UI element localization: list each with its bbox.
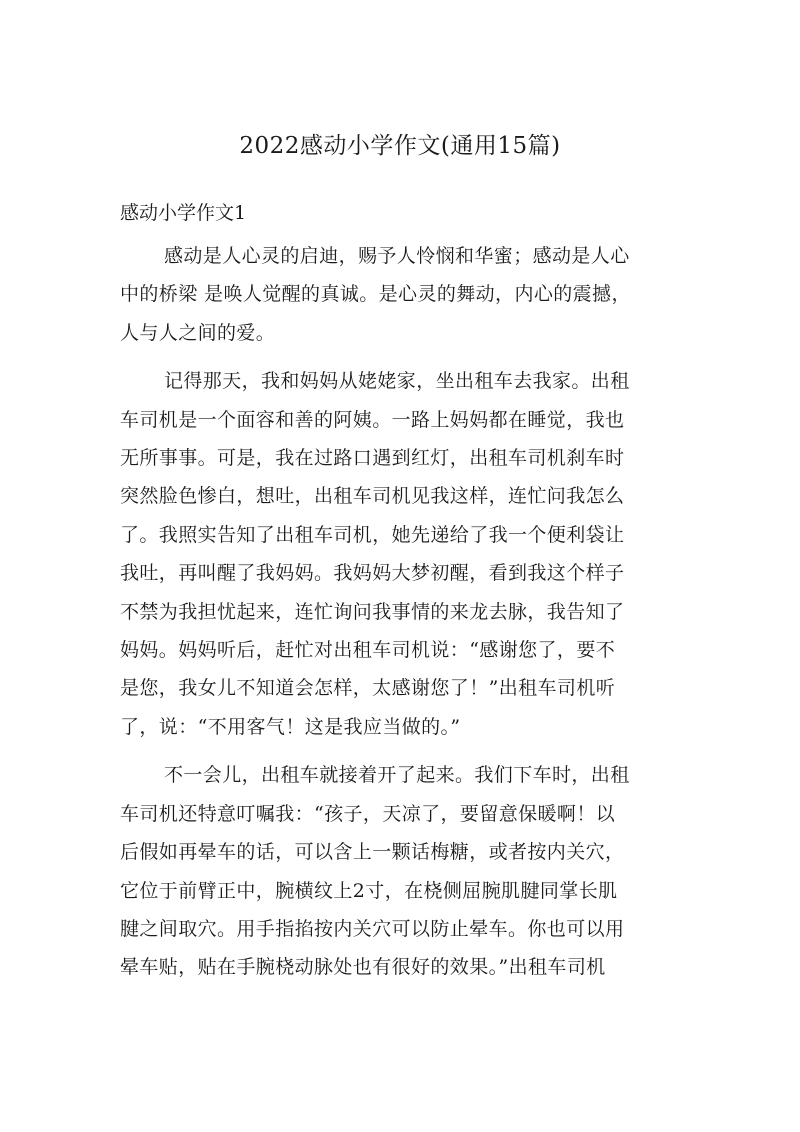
text-line: 突然脸色惨白，想吐，出租车司机见我这样，连忙问我怎么 [120, 485, 625, 508]
text-line: 人与人之间的爱。 [120, 321, 276, 344]
text-line: 无所事事。可是，我在过路口遇到红灯，出租车司机刹车时 [120, 447, 625, 470]
paragraph [120, 237, 685, 352]
text-line: 了，说：“不用客气！这是我应当做的。” [120, 715, 461, 738]
text-line: 车司机是一个面容和善的阿姨。一路上妈妈都在睡觉，我也 [120, 408, 625, 431]
text-line: 中的桥梁 是唤人觉醒的真诚。是心灵的舞动，内心的震撼， [120, 283, 631, 306]
text-line: 记得那天，我和妈妈从姥姥家，坐出租车去我家。出租 [164, 370, 630, 393]
text-line: 车司机还特意叮嘱我：“孩子，天凉了，要留意保暖啊！以 [120, 802, 616, 825]
text-line: 是您，我女儿不知道会怎样，太感谢您了！”出租车司机听 [120, 677, 616, 700]
text-line: 了。我照实告知了出租车司机，她先递给了我一个便利袋让 [120, 523, 625, 546]
document-title: 2022感动小学作文(通用15篇) [239, 133, 561, 159]
text-line: 不一会儿，出租车就接着开了起来。我们下车时，出租 [164, 764, 630, 787]
text-line: 后假如再晕车的话，可以含上一颗话梅糖，或者按内关穴， [120, 841, 625, 864]
text-line: 感动是人心灵的启迪，赐予人怜悯和华蜜；感动是人心 [164, 245, 630, 267]
text-line: 晕车贴，贴在手腕桡动脉处也有很好的效果。”出租车司机 [120, 956, 606, 979]
body-text [120, 237, 685, 987]
paragraph [120, 362, 685, 746]
text-line: 不禁为我担忧起来，连忙询问我事情的来龙去脉，我告知了 [120, 600, 625, 623]
text-line: 我吐，再叫醒了我妈妈。我妈妈大梦初醒，看到我这个样子 [120, 562, 625, 585]
text-line: 妈妈。妈妈听后，赶忙对出租车司机说：“感谢您了，要不 [120, 639, 616, 662]
section-heading: 感动小学作文1 [120, 202, 247, 224]
text-line: 腱之间取穴。用手指掐按内关穴可以防止晕车。你也可以用 [120, 917, 625, 940]
paragraph [120, 756, 685, 986]
text-line: 它位于前臂正中，腕横纹上2寸，在桡侧屈腕肌腱同掌长肌 [120, 879, 618, 902]
